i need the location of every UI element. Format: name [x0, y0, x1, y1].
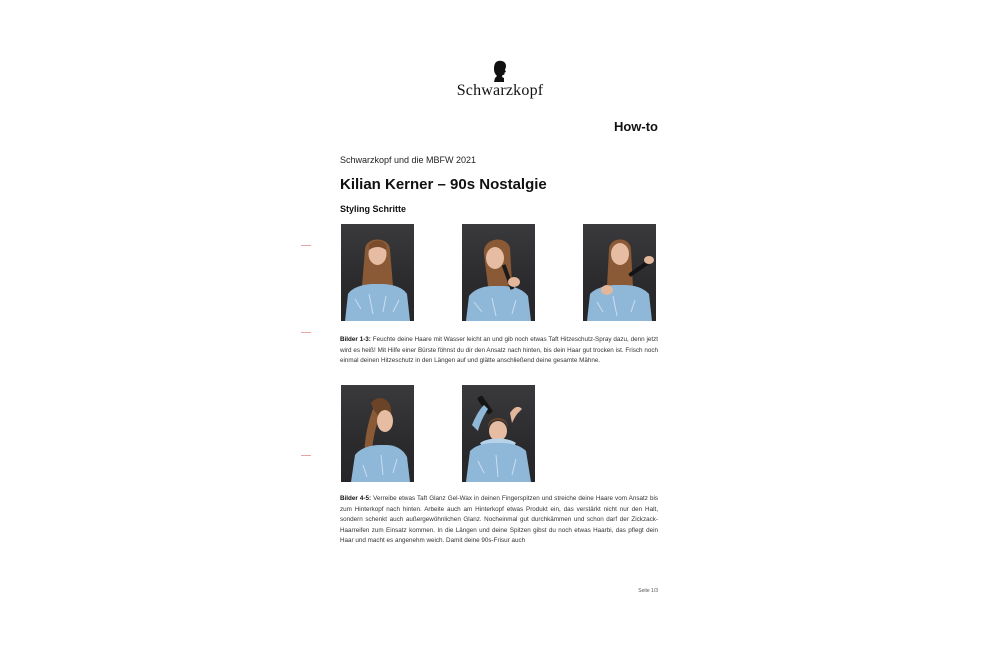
photo-step-3 [583, 224, 656, 321]
brand-logo[interactable] [452, 60, 548, 100]
photo-step-2 [462, 224, 535, 321]
photo-step-1 [341, 224, 414, 321]
brand-name: Schwarzkopf [456, 82, 544, 99]
howto-label: How-to [613, 119, 658, 134]
photo-step-5 [462, 385, 535, 482]
photo-step-4 [341, 385, 414, 482]
paragraph-steps-4-5 [340, 494, 658, 547]
margin-mark [301, 455, 311, 456]
paragraph-text: Feuchte deine Haare mit Wasser leicht an und gib noch etwas Taft Hitzeschutz-Spray dazu, denn jetzt wird es heiß! Mit Hilfe einer Bürste föhnst du dir den Ansatz nach hinten, bis dein Haar gut trocken ist. Frisch noch einmal deinen Hitzeschutz in den Längen auf und glätte anschließend deine gesamte Mähne. [340, 336, 658, 364]
paragraph-label: Bilder 4-5: [340, 495, 372, 502]
article-title: Kilian Kerner – 90s Nostalgie [340, 176, 547, 193]
page-number: Seite 1/3 [638, 588, 658, 594]
margin-mark [301, 245, 311, 246]
paragraph-text: Verreibe etwas Taft Glanz Gel-Wax in deinen Fingerspitzen und streiche deine Haare vom Ansatz bis zum Hinterkopf nach hinten. Arbeite auch am Hinterkopf etwas Produkt ein, das verstärkt nicht nur den Halt, sondern schenkt auch außergewöhnlichen Glanz. Nocheinmal gut durchkämmen und schon darf der Zickzack-Haarreifen zum Einsatz kommen. In die Längen und deine Spitzen gibst du noch etwas Haarbi, das pflegt dein Haar und macht es angenehm weich. Damit deine 90s-Frisur auch [340, 495, 658, 544]
section-heading: Styling Schritte [340, 204, 407, 214]
silhouette-head-icon [492, 60, 508, 82]
paragraph-label: Bilder 1-3: [340, 336, 371, 343]
margin-mark [301, 332, 311, 333]
paragraph-steps-1-3 [340, 335, 658, 367]
article-kicker: Schwarzkopf und die MBFW 2021 [340, 155, 477, 165]
